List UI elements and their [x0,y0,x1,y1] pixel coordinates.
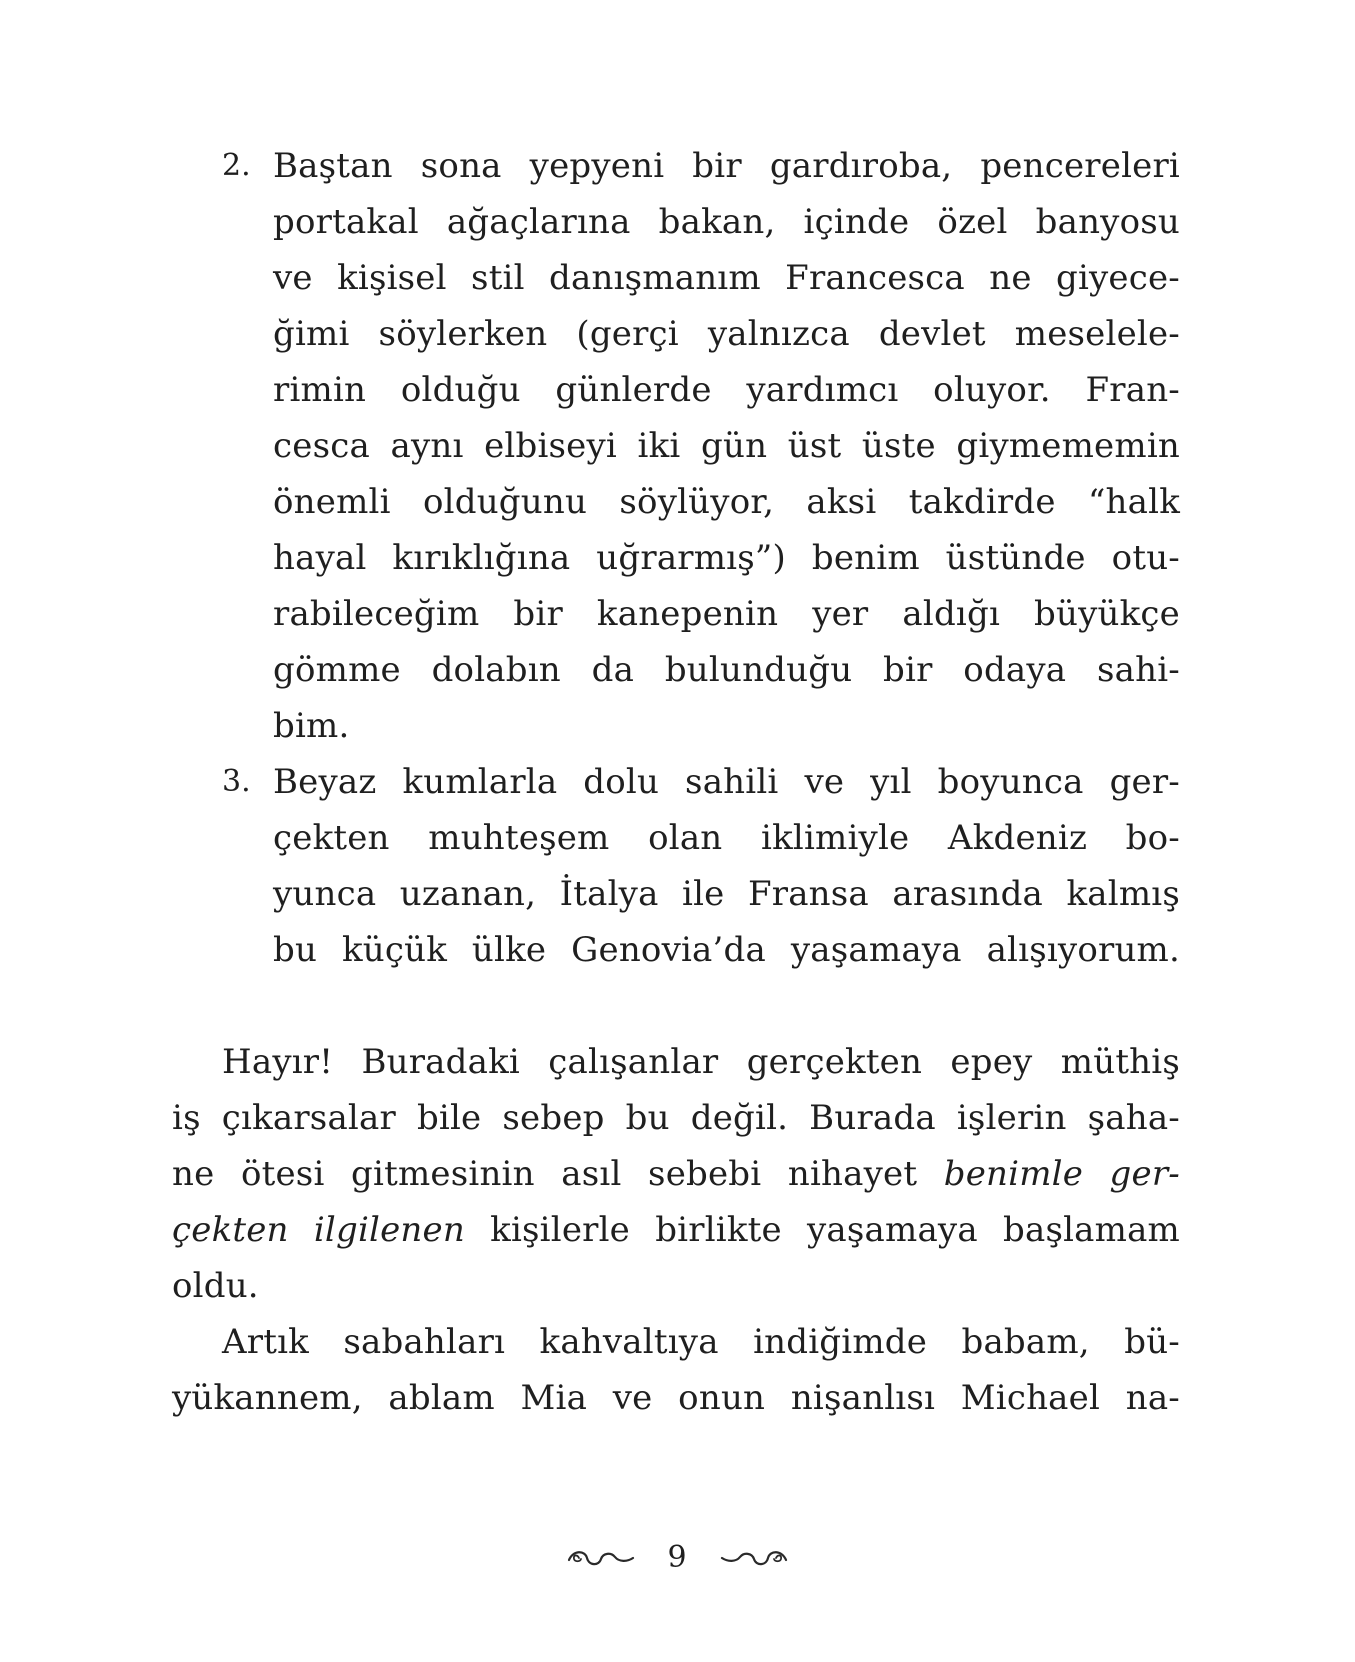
paragraph-line: oldu. [172,1266,259,1306]
paragraph-line: Hayır! Buradaki çalışanlar gerçekten epey müthiş [222,1042,1180,1082]
list-item-line: hayal kırıklığına uğrarmış”) benim üstünde otu- [273,538,1180,578]
paragraph-line: iş çıkarsalar bile sebep bu değil. Burada işlerin şaha- [172,1098,1180,1138]
paragraph-line: Artık sabahları kahvaltıya indiğimde babam, bü- [222,1322,1180,1362]
list-item-line: bu küçük ülke Genovia’da yaşamaya alışıyorum. [273,930,1180,970]
list-item-line: portakal ağaçlarına bakan, içinde özel banyosu [273,202,1180,242]
list-item-line: Baştan sona yepyeni bir gardıroba, pencereleri [273,146,1180,186]
list-item-line: ğimi söylerken (gerçi yalnızca devlet meselele- [273,314,1180,354]
paragraph-text: ne ötesi gitmesinin asıl sebebi nihayet [172,1154,944,1194]
paragraph-line [172,1210,1180,1250]
paragraph-line [172,1154,1180,1194]
list-item-line: bim. [273,706,350,746]
list-item-line: rabileceğim bir kanepenin yer aldığı büyükçe [273,594,1180,634]
list-item-line: çekten muhteşem olan iklimiyle Akdeniz bo- [273,818,1180,858]
paragraph-text: kişilerle birlikte yaşamaya başlamam [464,1210,1180,1250]
emphasis-text: benimle ger- [943,1154,1180,1194]
paragraph-line: yükannem, ablam Mia ve onun nişanlısı Michael na- [172,1378,1180,1418]
left-flourish-icon [565,1548,637,1570]
right-flourish-icon [718,1548,790,1570]
list-item-line: yunca uzanan, İtalya ile Fransa arasında kalmış [273,874,1180,914]
list-item-line: rimin olduğu günlerde yardımcı oluyor. Fran- [273,370,1180,410]
list-item-line: ve kişisel stil danışmanım Francesca ne giyece- [273,258,1180,298]
list-item-line: gömme dolabın da bulunduğu bir odaya sahi- [273,650,1180,690]
list-item-line: Beyaz kumlarla dolu sahili ve yıl boyunca ger- [273,762,1180,802]
emphasis-text: çekten ilgilenen [172,1210,465,1250]
list-item-line: cesca aynı elbiseyi iki gün üst üste giymememin [273,426,1180,466]
page-footer [0,1538,1355,1578]
list-number: 3. [222,764,251,799]
list-number: 2. [222,148,251,183]
page-number: 9 [667,1540,687,1575]
list-item-line: önemli olduğunu söylüyor, aksi takdirde “halk [273,482,1180,522]
